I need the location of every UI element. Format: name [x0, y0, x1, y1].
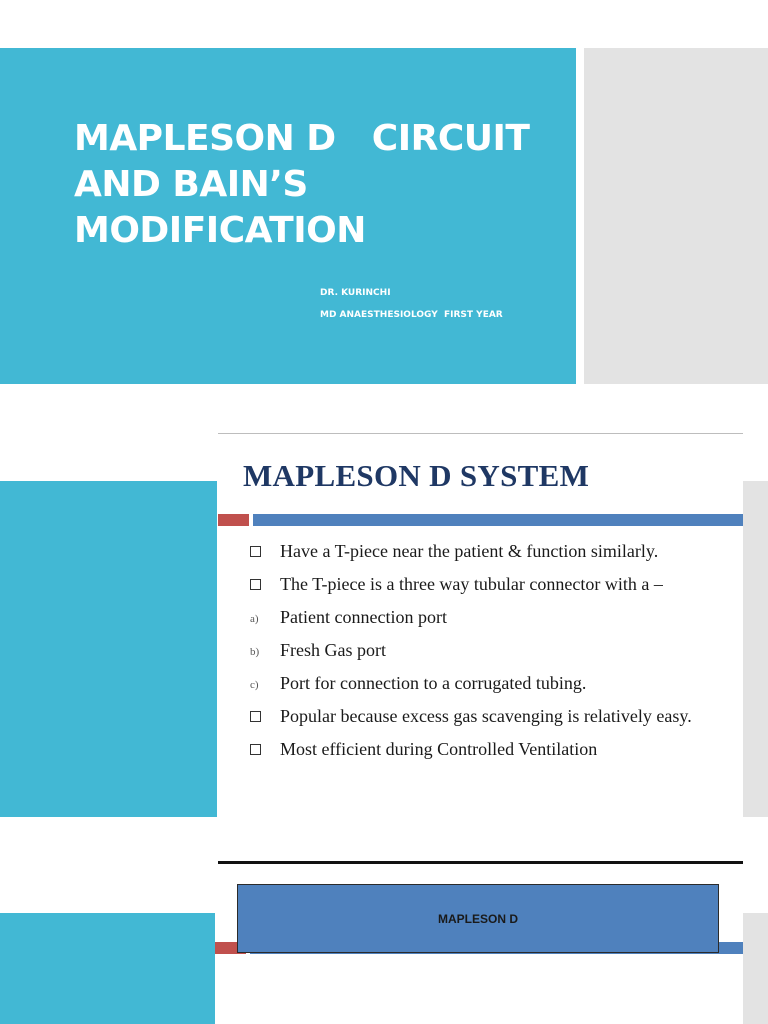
slide-heading: MAPLESON D SYSTEM [243, 458, 590, 493]
right-gray-panel [743, 913, 768, 1024]
list-item [250, 670, 740, 697]
list-item-text: Port for connection to a corrugated tubing. [280, 673, 587, 693]
list-item-text: Have a T-piece near the patient & function similarly. [280, 541, 659, 561]
title-line-1: MAPLESON D CIRCUIT [74, 118, 530, 159]
list-item [250, 538, 740, 565]
list-item [250, 604, 740, 631]
author-designation: MD ANAESTHESIOLOGY FIRST YEAR [320, 310, 503, 320]
list-item-text: Fresh Gas port [280, 640, 386, 660]
square-bullet-icon [250, 572, 276, 599]
list-item-text: Popular because excess gas scavenging is relatively easy. [280, 706, 692, 726]
left-teal-panel [0, 481, 217, 817]
side-panel [584, 48, 768, 384]
title-line-3: MODIFICATION [74, 210, 366, 251]
slide-bottom-divider [218, 861, 743, 864]
square-bullet-icon [250, 737, 276, 764]
list-item [250, 703, 740, 730]
square-bullet-icon [250, 539, 276, 566]
author-name: DR. KURINCHI [320, 288, 391, 298]
list-item-text: Patient connection port [280, 607, 447, 627]
list-item [250, 571, 740, 598]
left-teal-panel [0, 913, 215, 1024]
diagram-label: MAPLESON D [437, 911, 518, 926]
bullet-list [250, 538, 740, 769]
square-bullet-icon [250, 704, 276, 731]
list-marker: b) [250, 646, 260, 658]
diagram-label-box [237, 884, 719, 953]
list-item-text: The T-piece is a three way tubular connector with a – [280, 574, 663, 594]
list-item-text: Most efficient during Controlled Ventilation [280, 739, 598, 759]
slide-title [74, 116, 554, 254]
title-line-2: AND BAIN’S [74, 164, 308, 205]
list-item [250, 637, 740, 664]
accent-bar-red [218, 514, 249, 526]
list-item [250, 736, 740, 763]
slide-top-divider [218, 433, 743, 434]
list-marker: c) [250, 679, 259, 691]
list-marker: a) [250, 613, 259, 625]
accent-bar-blue [253, 514, 743, 526]
right-gray-panel [743, 481, 768, 817]
author-block [320, 282, 503, 326]
